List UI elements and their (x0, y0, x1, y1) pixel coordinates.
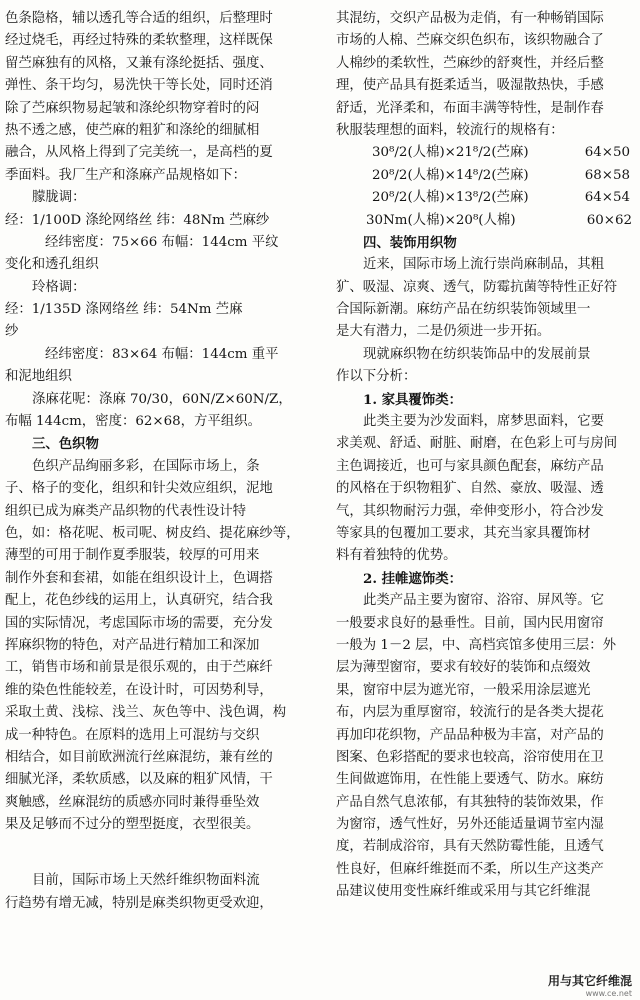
text-line: 产品自然气息浓郁，有其独特的装饰效果，作 (336, 794, 604, 810)
text-line (5, 836, 305, 870)
text-line: 制作外套和套裙，如能在组织设计上，色调搭 (5, 570, 273, 586)
section-heading: 四、装饰用织物 (363, 234, 457, 251)
text-line: 市场的人棉、苎麻交织色织布，该织物融合了 (336, 33, 604, 49)
text-line: 除了苎麻织物易起皱和涤纶织物穿着时的闷 (5, 100, 260, 116)
text-line: 是大有潜力，二是仍须进一步开拓。 (336, 324, 551, 340)
text-line: 行趋势有增无减，特别是麻类织物更受欢迎， (5, 895, 273, 911)
spec-density: 60×62 (586, 212, 632, 228)
text-line: 此类主要为沙发面料，席梦思面料，它要 (363, 414, 605, 430)
spec-fabric: 20⁸/2(人棉)×13⁸/2(苎麻) (372, 190, 529, 206)
spec-fabric: 20⁸/2(人棉)×14⁸/2(苎麻) (372, 167, 529, 183)
text-line: 色织产品绚丽多彩，在国际市场上，条 (32, 458, 260, 474)
spec-density: 64×54 (584, 190, 630, 206)
text-line: 季面料。我厂生产和涤麻产品规格如下： (5, 167, 247, 183)
section-heading: 三、色织物 (32, 436, 99, 453)
spec-row (336, 210, 636, 232)
text-line: 布，内层为重厚窗帘，较流行的是各类大提花 (336, 705, 604, 721)
right-column (336, 8, 636, 904)
text-line: 果及足够而不过分的塑型挺度，衣型很美。 (5, 817, 260, 833)
text-line: 经纬密度：75×66 布幅：144cm 平纹 (45, 234, 279, 250)
text-line: 热不透之感，使苎麻的粗犷和涤纶的细腻相 (5, 122, 260, 138)
text-line: 等家具的包覆加工要求，其充当家具覆饰材 (336, 525, 591, 541)
text-line: 生间做遮饰用，在性能上要透气、防水。麻纺 (336, 772, 604, 788)
text-line: 薄型的可用于制作夏季服装，较厚的可用来 (5, 548, 260, 564)
text-line: 子、格子的变化，组织和针尖效应组织，泥地 (5, 481, 273, 497)
spec-fabric: 30Nm(人棉)×20⁸(人棉) (366, 212, 516, 228)
text-line: 维的染色性能较差，在设计时，可因势利导， (5, 682, 273, 698)
text-line: 求美观、舒适、耐脏、耐磨，在色彩上可与房间 (336, 436, 618, 452)
left-column (5, 8, 305, 915)
text-line: 图案、色彩搭配的要求也较高，浴帘使用在卫 (336, 749, 604, 765)
text-line: 一般要求良好的悬垂性。目前，国内民用窗帘 (336, 615, 604, 631)
text-line: 色，如：格花呢、板司呢、树皮绉、提花麻纱等， (5, 525, 300, 541)
text-line: 舒适，光泽柔和，布面丰满等特性，是制作春 (336, 100, 604, 116)
text-line: 和泥地组织 (5, 369, 72, 385)
right-column-intro (336, 8, 636, 142)
text-line: 果，窗帘中层为遮光帘，一般采用涂层遮光 (336, 682, 591, 698)
text-line: 弹性、条干均匀，易洗快干等长处，同时还消 (5, 78, 273, 94)
text-line: 作以下分析： (336, 369, 417, 385)
text-line: 经：1/135D 涤网络丝 纬：54Nm 苎麻 (5, 302, 243, 318)
text-line: 性良好，但麻纤维挺而不柔，所以生产这类产 (336, 861, 604, 877)
text-line: 主色调接近，也可与家具颜色配套，麻纺产品 (336, 458, 604, 474)
text-line: 的风格在于织物粗犷、自然、豪放、吸湿、透 (336, 481, 604, 497)
text-line: 其混纺，交织产品极为走俏，有一种畅销国际 (336, 11, 604, 26)
text-line: 纱 (5, 324, 19, 340)
text-line: 经纬密度：83×64 布幅：144cm 重平 (45, 346, 279, 362)
text-line: 犷、吸湿、凉爽、透气，防霉抗菌等特性正好符 (336, 279, 618, 295)
text-line: 成一种特色。在原料的选用上可混纺与交织 (5, 727, 260, 743)
text-line: 国的实际情况，考虑国际市场的需要，充分发 (5, 615, 273, 631)
spec-density: 68×58 (584, 167, 630, 183)
spec-row (336, 165, 636, 187)
text-line: 一般为 1－2 层，中、高档宾馆多使用三层：外 (336, 637, 616, 653)
spec-fabric: 30⁸/2(人棉)×21⁸/2(苎麻) (372, 145, 529, 161)
text-line: 玲格调： (32, 279, 86, 295)
text-line: 度，若制成浴帘，具有天然防霉性能，且透气 (336, 839, 604, 855)
watermark-sub: www.ce.net (585, 989, 632, 998)
text-line: 相结合，如目前欧洲流行丝麻混纺，兼有丝的 (5, 749, 273, 765)
text-line: 人棉纱的柔软性，苎麻纱的舒爽性，并经后整 (336, 55, 604, 71)
text-line: 采取土黄、浅棕、浅兰、灰色等中、浅色调，构 (5, 705, 287, 721)
text-line: 气，其织物耐污力强，牵伸变形小，符合沙发 (336, 503, 604, 519)
text-line: 涤麻花呢：涤麻 70/30，60N/Z×60N/Z， (32, 391, 292, 407)
text-line: 留苎麻独有的风格，又兼有涤纶挺括、强度、 (5, 55, 273, 71)
text-line: 现就麻织物在纺织装饰品中的发展前景 (363, 346, 591, 362)
watermark (548, 972, 632, 998)
spec-row (336, 187, 636, 209)
text-line: 爽触感，丝麻混纺的质感亦同时兼得垂坠效 (5, 794, 260, 810)
text-line: 融合，从风格上得到了完美统一，是高档的夏 (5, 145, 273, 161)
text-line: 合国际新潮。麻纺产品在纺织装饰领域里一 (336, 302, 591, 318)
text-line: 此类产品主要为窗帘、浴帘、屏风等。它 (363, 593, 605, 609)
text-line: 层为薄型窗帘，要求有较好的装饰和点缀效 (336, 660, 591, 676)
spec-list (336, 142, 636, 232)
text-line: 为窗帘，透气性好，另外还能适量调节室内湿 (336, 817, 604, 833)
text-line: 工，销售市场和前景是很乐观的，由于苎麻纤 (5, 660, 273, 676)
text-line: 经：1/100D 涤纶网络丝 纬：48Nm 苎麻纱 (5, 212, 270, 228)
right-column-body (336, 232, 636, 904)
text-line: 理，使产品具有挺柔适当，吸湿散热快，手感 (336, 78, 604, 94)
text-line: 组织已成为麻类产品织物的代表性设计特 (5, 503, 247, 519)
spec-row (336, 142, 636, 164)
text-line: 料有着独特的优势。 (336, 548, 457, 564)
text-line: 朦胧调： (32, 190, 86, 206)
spec-density: 64×50 (584, 145, 630, 161)
text-line: 品建议使用变性麻纤维或采用与其它纤维混 (336, 884, 591, 900)
text-line: 挥麻织物的特色，对产品进行精加工和深加 (5, 637, 260, 653)
text-line: 色条隐格，辅以透孔等合适的组织，后整理时 (5, 11, 273, 26)
text-line: 配上，花色纱线的运用上，认真研究，结合我 (5, 593, 273, 609)
section-heading: 2. 挂帷遮饰类： (363, 570, 462, 587)
text-line: 细腻光泽，柔软质感，以及麻的粗犷风情，干 (5, 772, 273, 788)
text-line: 再加印花织物，产品品种极为丰富，对产品的 (336, 727, 604, 743)
text-line: 经过烧毛，再经过特殊的柔软整理，这样既保 (5, 33, 273, 49)
text-line: 秋服装理想的面料，较流行的规格有： (336, 122, 564, 138)
section-heading: 1. 家具覆饰类： (363, 391, 462, 408)
text-line: 目前，国际市场上天然纤维织物面料流 (32, 873, 260, 889)
text-line: 布幅 144cm，密度：62×68，方平组织。 (5, 414, 261, 430)
watermark-text: 用与其它纤维混 (547, 974, 632, 988)
text-line: 近来，国际市场上流行崇尚麻制品，其粗 (363, 257, 605, 273)
text-line: 变化和透孔组织 (5, 257, 99, 273)
